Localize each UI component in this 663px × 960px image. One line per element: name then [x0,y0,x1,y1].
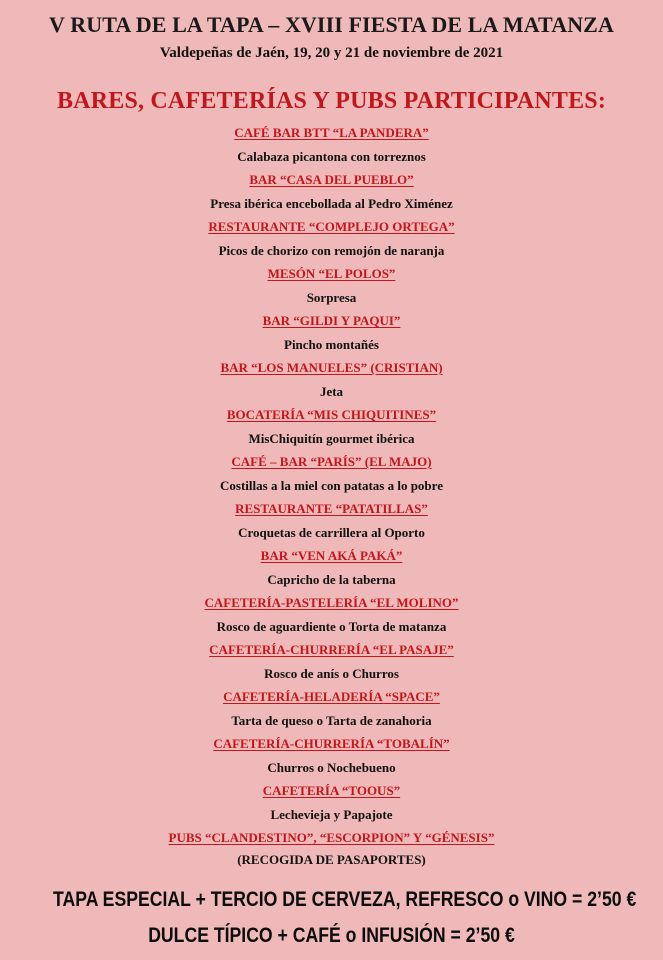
venue-name: CAFETERÍA-CHURRERÍA “EL PASAJE” [209,642,454,657]
venue-tapa: Costillas a la miel con patatas a lo pobre [220,477,443,493]
venue-tapa: Lechevieja y Papajote [270,806,393,822]
venue-name: CAFETERÍA-CHURRERÍA “TOBALÍN” [213,736,450,751]
venue-tapa: Calabaza picantona con torreznos [237,148,426,164]
venue-item [0,356,663,403]
venue-tapa: Croquetas de carrillera al Oporto [238,524,425,540]
venue-tapa: Rosco de anís o Churros [264,665,399,681]
venue-tapa: Jeta [319,383,344,399]
venue-item [0,544,663,591]
venue-item [0,591,663,638]
venue-item [0,215,663,262]
venue-name: BAR “VEN AKÁ PAKÁ” [260,548,403,563]
venue-tapa: Rosco de aguardiente o Torta de matanza [216,618,447,634]
venue-name: CAFETERÍA “TOOUS” [262,783,401,798]
venue-item [0,309,663,356]
venue-item [0,779,663,826]
venue-item [0,638,663,685]
venue-name: BAR “LOS MANUELES” (CRISTIAN) [220,360,443,375]
venue-tapa: Tarta de queso o Tarta de zanahoria [231,712,432,728]
venue-name: BAR “GILDI Y PAQUI” [262,313,401,328]
venue-tapa: Capricho de la taberna [267,571,396,587]
venue-name: RESTAURANTE “PATATILLAS” [235,501,428,516]
venue-name: CAFÉ – BAR “PARÍS” (EL MAJO) [231,454,432,469]
passport-collection-note: (RECOGIDA DE PASAPORTES) [237,852,426,867]
venue-name: PUBS “CLANDESTINO”, “ESCORPION” Y “GÉNESIS” [168,830,495,845]
venue-item [0,826,663,850]
promo-line-sweet: DULCE TÍPICO + CAFÉ o INFUSIÓN = 2’50 € [148,924,515,947]
venue-item [0,497,663,544]
venue-name: BOCATERÍA “MIS CHIQUITINES” [226,407,437,422]
venue-tapa: Sorpresa [306,289,357,305]
venue-name: MESÓN “EL POLOS” [267,266,396,281]
promo-line-special-tapa: TAPA ESPECIAL + TERCIO DE CERVEZA, REFRESCO o VINO = 2’50 € [53,888,637,911]
venue-tapa: Churros o Nochebueno [267,759,396,775]
section-heading: BARES, CAFETERÍAS Y PUBS PARTICIPANTES: [56,88,607,114]
venue-name: CAFETERÍA-PASTELERÍA “EL MOLINO” [204,595,459,610]
venue-list [0,121,663,850]
venue-item [0,403,663,450]
poster-subtitle: Valdepeñas de Jaén, 19, 20 y 21 de noviembre de 2021 [159,45,504,61]
venue-item [0,732,663,779]
venue-item [0,685,663,732]
venue-tapa: MisChiquitín gourmet ibérica [248,430,415,446]
venue-item [0,168,663,215]
venue-item [0,262,663,309]
venue-item [0,450,663,497]
venue-tapa: Pincho montañés [284,336,379,352]
venue-item [0,121,663,168]
venue-tapa: Picos de chorizo con remojón de naranja [218,242,445,258]
venue-name: RESTAURANTE “COMPLEJO ORTEGA” [208,219,455,234]
venue-tapa: Presa ibérica encebollada al Pedro Ximénez [210,195,453,211]
poster-title: V RUTA DE LA TAPA – XVIII FIESTA DE LA MATANZA [49,12,614,37]
venue-name: BAR “CASA DEL PUEBLO” [249,172,414,187]
venue-name: CAFÉ BAR BTT “LA PANDERA” [234,125,429,140]
venue-name: CAFETERÍA-HELADERÍA “SPACE” [223,689,440,704]
